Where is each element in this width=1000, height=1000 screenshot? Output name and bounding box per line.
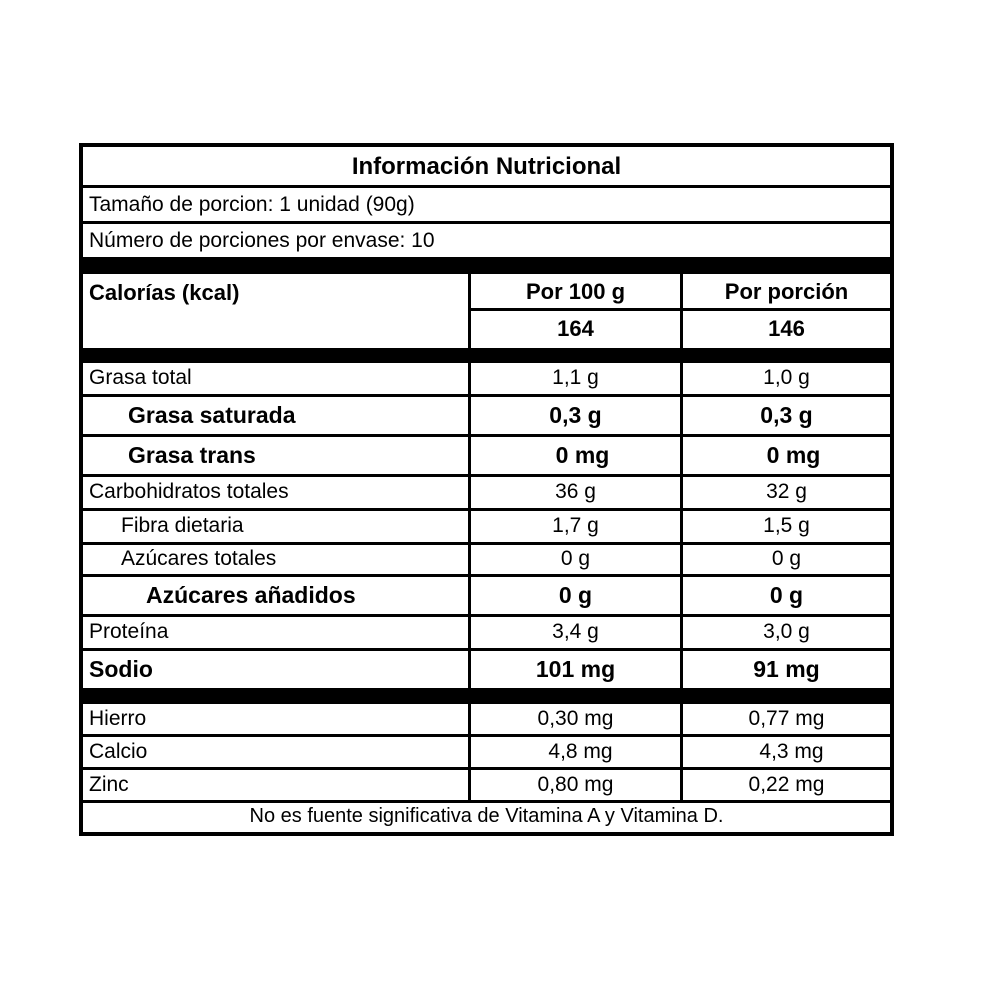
servings-per-container: Número de porciones por envase: 10 — [89, 229, 435, 252]
nutrient-per-100g-cell — [471, 651, 680, 688]
nutrient-per-portion-cell — [683, 363, 890, 394]
nutrient-name: Carbohidratos totales — [89, 480, 289, 503]
nutrient-per-100g-cell — [471, 617, 680, 648]
nutrient-per-portion: 0 g — [769, 582, 804, 608]
nutrient-per-portion-cell — [683, 651, 890, 688]
nutrient-name: Proteína — [89, 620, 169, 643]
serving-size-row — [83, 188, 890, 221]
nutrient-name: Azúcares añadidos — [146, 582, 356, 608]
nutrient-per-portion: 0 mg — [766, 442, 821, 468]
nutrient-name: Grasa trans — [128, 442, 256, 468]
nutrient-per-portion-cell — [683, 397, 890, 434]
footnote-row — [83, 803, 890, 832]
nutrient-per-100g: 3,4 g — [552, 620, 599, 643]
mineral-name: Calcio — [89, 740, 148, 763]
header-per-portion-cell — [683, 274, 890, 308]
nutrient-per-100g: 1,7 g — [552, 514, 599, 537]
nutrient-per-100g: 0 mg — [555, 442, 610, 468]
nutrient-row-label — [83, 511, 468, 542]
nutrient-row-label — [83, 545, 468, 574]
mineral-name: Hierro — [89, 707, 147, 730]
nutrient-per-100g: 0 g — [560, 547, 591, 570]
mineral-row-label — [83, 737, 468, 767]
calories-label: Calorías (kcal) — [89, 280, 240, 305]
nutrient-name: Sodio — [89, 656, 153, 682]
nutrient-per-portion: 32 g — [766, 480, 807, 503]
footnote: No es fuente significativa de Vitamina A y Vitamina D. — [249, 805, 724, 827]
nutrient-row-label — [83, 577, 468, 614]
nutrient-row-label — [83, 397, 468, 434]
mineral-per-100g: 0,80 mg — [537, 773, 614, 796]
mineral-per-portion: 0,77 mg — [748, 707, 825, 730]
mineral-row-label — [83, 704, 468, 734]
nutrient-per-portion: 1,5 g — [763, 514, 810, 537]
mineral-row-label — [83, 770, 468, 800]
nutrient-per-portion-cell — [683, 617, 890, 648]
mineral-per-100g-cell — [471, 704, 680, 734]
nutrient-per-portion-cell — [683, 545, 890, 574]
nutrient-per-portion-cell — [683, 437, 890, 474]
nutrient-per-portion-cell — [683, 477, 890, 508]
mineral-per-100g-cell — [471, 770, 680, 800]
mineral-per-100g: 4,8 mg — [548, 740, 613, 763]
nutrient-row-label — [83, 363, 468, 394]
nutrient-per-100g-cell — [471, 545, 680, 574]
nutrient-per-100g-cell — [471, 577, 680, 614]
serving-size: Tamaño de porcion: 1 unidad (90g) — [89, 193, 415, 216]
mineral-per-portion: 0,22 mg — [748, 773, 825, 796]
nutrient-row-label — [83, 617, 468, 648]
calories-per-portion-cell — [683, 311, 890, 348]
nutrient-per-portion-cell — [683, 577, 890, 614]
nutrient-per-portion: 0,3 g — [760, 402, 813, 428]
nutrient-name: Grasa saturada — [128, 402, 296, 428]
nutrient-per-100g-cell — [471, 363, 680, 394]
nutrient-per-100g: 0 g — [558, 582, 593, 608]
mineral-per-portion-cell — [683, 704, 890, 734]
mineral-per-100g: 0,30 mg — [537, 707, 614, 730]
nutrient-per-100g: 0,3 g — [549, 402, 602, 428]
header-per-100g-cell — [471, 274, 680, 308]
title-row — [83, 147, 890, 185]
nutrient-per-100g-cell — [471, 477, 680, 508]
calories-per-100g: 164 — [557, 316, 594, 341]
nutrient-per-portion: 0 g — [771, 547, 802, 570]
calories-label-cell — [83, 274, 468, 348]
mineral-per-portion: 4,3 mg — [759, 740, 824, 763]
mineral-per-portion-cell — [683, 737, 890, 767]
calories-per-portion: 146 — [768, 316, 805, 341]
nutrient-name: Grasa total — [89, 366, 192, 389]
nutrient-row-label — [83, 651, 468, 688]
header-per-portion: Por porción — [724, 279, 849, 304]
mineral-per-portion-cell — [683, 770, 890, 800]
nutrient-per-100g: 36 g — [555, 480, 596, 503]
nutrient-per-portion: 91 mg — [753, 656, 820, 682]
calories-per-100g-cell — [471, 311, 680, 348]
nutrient-per-100g-cell — [471, 437, 680, 474]
servings-per-container-row — [83, 224, 890, 257]
mineral-name: Zinc — [89, 773, 129, 796]
nutrient-per-portion: 3,0 g — [763, 620, 810, 643]
nutrient-per-100g: 101 mg — [535, 656, 616, 682]
header-per-100g: Por 100 g — [525, 279, 626, 304]
mineral-per-100g-cell — [471, 737, 680, 767]
nutrient-name: Azúcares totales — [121, 547, 277, 570]
nutrient-per-100g-cell — [471, 397, 680, 434]
nutrient-row-label — [83, 437, 468, 474]
nutrient-per-100g-cell — [471, 511, 680, 542]
table-title: Información Nutricional — [351, 153, 622, 180]
nutrient-row-label — [83, 477, 468, 508]
nutrient-per-portion: 1,0 g — [763, 366, 810, 389]
nutrient-per-portion-cell — [683, 511, 890, 542]
nutrient-per-100g: 1,1 g — [552, 366, 599, 389]
nutrition-facts-table — [79, 143, 894, 836]
nutrient-name: Fibra dietaria — [121, 514, 244, 537]
